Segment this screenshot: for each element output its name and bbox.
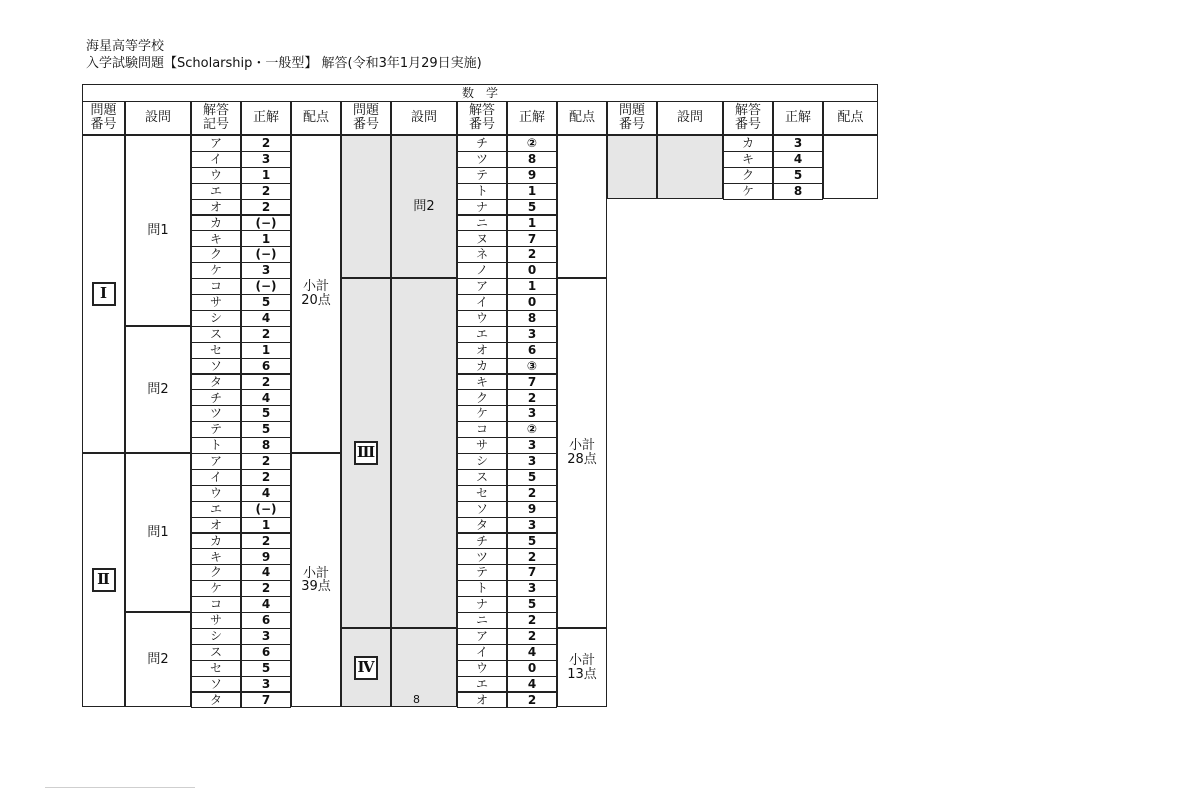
answer-symbol: カ <box>191 215 241 232</box>
answer-symbol: コ <box>191 596 241 613</box>
header-mondai: 問題 番号 <box>607 101 657 135</box>
subtotal-points <box>823 135 878 199</box>
answer-symbol: テ <box>457 564 507 581</box>
answer-symbol: オ <box>191 517 241 534</box>
correct-answer: 2 <box>241 580 291 597</box>
header-kigo: 解答 記号 <box>191 101 241 135</box>
answer-symbol: ツ <box>457 151 507 168</box>
answer-symbol: ス <box>191 644 241 661</box>
subtotal-points: 小計 13点 <box>557 628 607 708</box>
correct-answer: 0 <box>507 262 557 279</box>
answer-symbol: セ <box>191 660 241 677</box>
answer-symbol: シ <box>191 310 241 327</box>
correct-answer: 3 <box>507 453 557 470</box>
section-number: Ⅱ <box>92 568 116 592</box>
correct-answer: 7 <box>507 374 557 391</box>
correct-answer: 2 <box>507 612 557 629</box>
correct-answer: 2 <box>507 246 557 263</box>
answer-symbol: ヌ <box>457 230 507 247</box>
answer-symbol: チ <box>457 533 507 550</box>
answer-symbol: ネ <box>457 246 507 263</box>
correct-answer: 5 <box>241 405 291 422</box>
correct-answer: 5 <box>507 533 557 550</box>
correct-answer: 8 <box>241 437 291 454</box>
correct-answer: 5 <box>773 167 823 184</box>
answer-symbol: カ <box>723 135 773 152</box>
answer-symbol: ケ <box>191 580 241 597</box>
answer-symbol: ソ <box>191 676 241 693</box>
correct-answer: 2 <box>241 453 291 470</box>
correct-answer: 2 <box>507 485 557 502</box>
answer-symbol: チ <box>457 135 507 152</box>
answer-symbol: イ <box>191 469 241 486</box>
correct-answer: ③ <box>507 358 557 375</box>
subtotal-points: 小計 28点 <box>557 278 607 628</box>
correct-answer: 2 <box>241 533 291 550</box>
section-number-cell <box>341 628 391 708</box>
correct-answer: 0 <box>507 660 557 677</box>
answer-symbol: エ <box>457 326 507 343</box>
correct-answer: 8 <box>773 183 823 200</box>
correct-answer: 3 <box>507 437 557 454</box>
school-name: 海星高等学校 <box>86 39 165 54</box>
answer-symbol: カ <box>457 358 507 375</box>
answer-symbol: ケ <box>723 183 773 200</box>
correct-answer: 2 <box>507 389 557 406</box>
correct-answer: 1 <box>241 167 291 184</box>
correct-answer: 2 <box>507 628 557 645</box>
answer-symbol: シ <box>457 453 507 470</box>
answer-symbol: ウ <box>457 310 507 327</box>
answer-symbol: キ <box>191 230 241 247</box>
correct-answer: 7 <box>241 692 291 709</box>
correct-answer: 4 <box>241 485 291 502</box>
subtotal-points: 小計 20点 <box>291 135 341 453</box>
correct-answer: 4 <box>241 389 291 406</box>
answer-symbol: キ <box>723 151 773 168</box>
correct-answer: 2 <box>241 183 291 200</box>
answer-symbol: セ <box>191 342 241 359</box>
correct-answer: 1 <box>507 215 557 232</box>
correct-answer: 1 <box>507 278 557 295</box>
subject-title: 数 学 <box>82 84 878 102</box>
correct-answer: 6 <box>241 358 291 375</box>
correct-answer: 5 <box>241 294 291 311</box>
correct-answer: 2 <box>241 469 291 486</box>
correct-answer: (−) <box>241 215 291 232</box>
section-number-cell <box>607 135 657 199</box>
answer-symbol: タ <box>457 517 507 534</box>
correct-answer: 3 <box>241 151 291 168</box>
answer-symbol: テ <box>191 421 241 438</box>
correct-answer: ② <box>507 421 557 438</box>
answer-symbol: ノ <box>457 262 507 279</box>
section-number-cell <box>82 453 125 707</box>
answer-symbol: ケ <box>457 405 507 422</box>
correct-answer: 5 <box>241 421 291 438</box>
section-number-cell <box>341 278 391 628</box>
answer-table <box>82 84 878 714</box>
correct-answer: 4 <box>241 310 291 327</box>
correct-answer: (−) <box>241 501 291 518</box>
exam-title: 入学試験問題【Scholarship・一般型】 解答(令和3年1月29日実施) <box>86 56 482 71</box>
correct-answer: 1 <box>241 342 291 359</box>
answer-symbol: エ <box>457 676 507 693</box>
answer-symbol: ス <box>191 326 241 343</box>
correct-answer: 9 <box>507 501 557 518</box>
question-label: 問1 <box>125 135 191 326</box>
header-mondai: 問題 番号 <box>82 101 125 135</box>
header-setsumon: 設問 <box>391 101 457 135</box>
answer-symbol: オ <box>191 199 241 216</box>
answer-symbol: ウ <box>191 485 241 502</box>
answer-symbol: キ <box>191 548 241 565</box>
answer-symbol: コ <box>457 421 507 438</box>
subtotal-points: 小計 39点 <box>291 453 341 707</box>
answer-symbol: ツ <box>457 548 507 565</box>
answer-symbol: ナ <box>457 596 507 613</box>
answer-symbol: カ <box>191 533 241 550</box>
header-setsumon: 設問 <box>657 101 723 135</box>
section-number: Ⅳ <box>354 656 378 680</box>
answer-symbol: イ <box>191 151 241 168</box>
answer-symbol: ア <box>457 278 507 295</box>
answer-symbol: ケ <box>191 262 241 279</box>
answer-symbol: ニ <box>457 215 507 232</box>
header-haiten: 配点 <box>557 101 607 135</box>
answer-symbol: セ <box>457 485 507 502</box>
subtotal-points <box>557 135 607 278</box>
answer-symbol: ト <box>191 437 241 454</box>
correct-answer: 1 <box>241 517 291 534</box>
correct-answer: 2 <box>507 548 557 565</box>
correct-answer: 5 <box>507 469 557 486</box>
correct-answer: 4 <box>507 644 557 661</box>
correct-answer: 3 <box>507 580 557 597</box>
section-number: Ⅰ <box>92 282 116 306</box>
page-bottom-rule <box>45 787 195 788</box>
answer-symbol: ウ <box>457 660 507 677</box>
answer-symbol: ア <box>191 453 241 470</box>
answer-symbol: ソ <box>191 358 241 375</box>
correct-answer: (−) <box>241 246 291 263</box>
correct-answer: 2 <box>241 326 291 343</box>
answer-symbol: オ <box>457 342 507 359</box>
correct-answer: 3 <box>507 517 557 534</box>
header-mondai: 問題 番号 <box>341 101 391 135</box>
question-label: 問2 <box>391 135 457 278</box>
section-number-cell <box>82 135 125 453</box>
answer-symbol: サ <box>191 612 241 629</box>
correct-answer: 5 <box>507 199 557 216</box>
answer-symbol: ク <box>723 167 773 184</box>
correct-answer: 2 <box>241 199 291 216</box>
correct-answer: 3 <box>241 676 291 693</box>
correct-answer: 4 <box>241 564 291 581</box>
correct-answer: 2 <box>241 374 291 391</box>
correct-answer: 5 <box>507 596 557 613</box>
correct-answer: 8 <box>507 151 557 168</box>
correct-answer: 6 <box>241 612 291 629</box>
answer-symbol: ク <box>191 564 241 581</box>
correct-answer: 9 <box>241 548 291 565</box>
section-number-cell <box>341 135 391 278</box>
correct-answer: 6 <box>241 644 291 661</box>
answer-symbol: エ <box>191 501 241 518</box>
header-seikai: 正解 <box>241 101 291 135</box>
correct-answer: (−) <box>241 278 291 295</box>
correct-answer: 3 <box>773 135 823 152</box>
question-label <box>391 278 457 628</box>
answer-symbol: ウ <box>191 167 241 184</box>
correct-answer: 7 <box>507 564 557 581</box>
answer-symbol: ク <box>191 246 241 263</box>
correct-answer: 5 <box>241 660 291 677</box>
answer-symbol: ス <box>457 469 507 486</box>
answer-symbol: ク <box>457 389 507 406</box>
correct-answer: 3 <box>507 326 557 343</box>
correct-answer: 1 <box>507 183 557 200</box>
page-number-mark: 8 <box>413 692 420 706</box>
answer-symbol: ア <box>457 628 507 645</box>
section-number: Ⅲ <box>354 441 378 465</box>
answer-symbol: チ <box>191 389 241 406</box>
answer-symbol: タ <box>191 374 241 391</box>
answer-symbol: ナ <box>457 199 507 216</box>
correct-answer: 0 <box>507 294 557 311</box>
correct-answer: 1 <box>241 230 291 247</box>
correct-answer: 7 <box>507 230 557 247</box>
answer-symbol: タ <box>191 692 241 709</box>
correct-answer: 2 <box>507 692 557 709</box>
correct-answer: 2 <box>241 135 291 152</box>
answer-symbol: イ <box>457 294 507 311</box>
answer-symbol: ト <box>457 183 507 200</box>
answer-symbol: ツ <box>191 405 241 422</box>
correct-answer: 8 <box>507 310 557 327</box>
correct-answer: 6 <box>507 342 557 359</box>
header-haiten: 配点 <box>823 101 878 135</box>
correct-answer: 3 <box>241 628 291 645</box>
correct-answer: 4 <box>773 151 823 168</box>
answer-symbol: オ <box>457 692 507 709</box>
answer-symbol: テ <box>457 167 507 184</box>
header-kigo: 解答 番号 <box>723 101 773 135</box>
header-seikai: 正解 <box>773 101 823 135</box>
question-label: 問1 <box>125 453 191 612</box>
answer-symbol: サ <box>457 437 507 454</box>
question-label: 問2 <box>125 326 191 453</box>
answer-symbol: キ <box>457 374 507 391</box>
answer-symbol: ソ <box>457 501 507 518</box>
correct-answer: ② <box>507 135 557 152</box>
question-label: 問2 <box>125 612 191 707</box>
answer-symbol: ニ <box>457 612 507 629</box>
correct-answer: 4 <box>241 596 291 613</box>
answer-symbol: コ <box>191 278 241 295</box>
answer-symbol: シ <box>191 628 241 645</box>
answer-symbol: イ <box>457 644 507 661</box>
header-setsumon: 設問 <box>125 101 191 135</box>
header-kigo: 解答 番号 <box>457 101 507 135</box>
answer-symbol: エ <box>191 183 241 200</box>
correct-answer: 3 <box>507 405 557 422</box>
correct-answer: 3 <box>241 262 291 279</box>
correct-answer: 4 <box>507 676 557 693</box>
header-haiten: 配点 <box>291 101 341 135</box>
question-label <box>391 628 457 708</box>
question-label <box>657 135 723 199</box>
answer-symbol: ア <box>191 135 241 152</box>
header-seikai: 正解 <box>507 101 557 135</box>
answer-symbol: サ <box>191 294 241 311</box>
correct-answer: 9 <box>507 167 557 184</box>
answer-symbol: ト <box>457 580 507 597</box>
